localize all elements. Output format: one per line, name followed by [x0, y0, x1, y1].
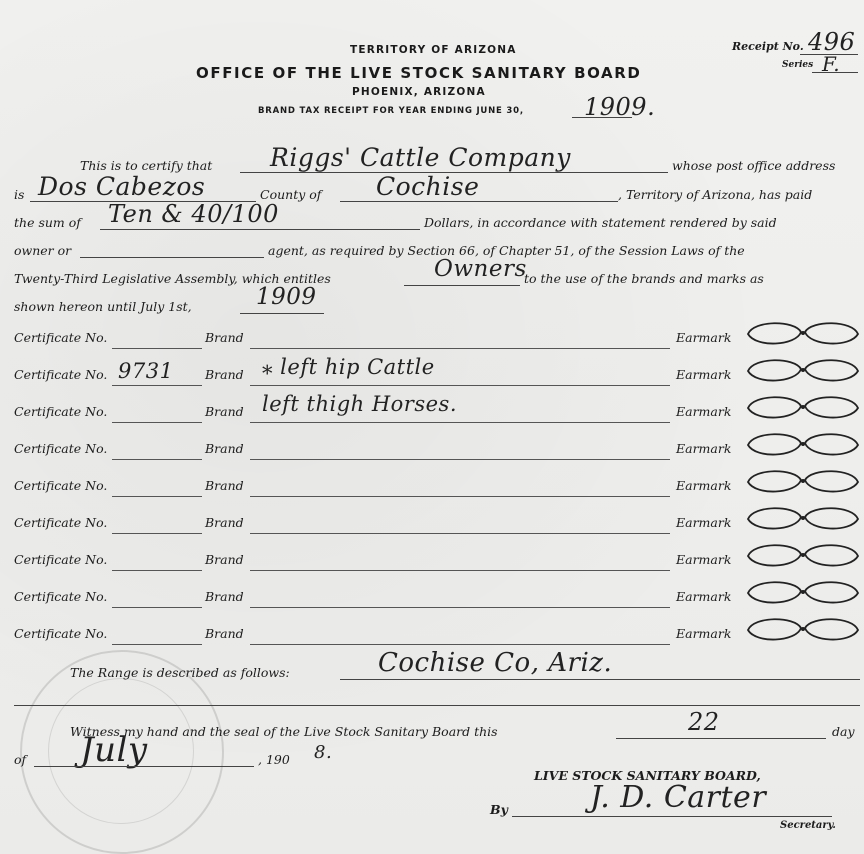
earmark-label: Earmark [676, 330, 732, 345]
owner-label: owner or [14, 243, 72, 258]
brand-description: ⁎ left hip Cattle [262, 355, 435, 379]
earmark-diagram-icon [744, 392, 862, 428]
county-value: Cochise [376, 172, 480, 201]
territory-paid: , Territory of Arizona, has paid [618, 187, 813, 202]
city-heading: PHOENIX, ARIZONA [352, 86, 486, 98]
earmark-label: Earmark [676, 552, 732, 567]
brand-line [250, 496, 670, 497]
day-label: day [832, 724, 855, 739]
range-value: Cochise Co, Ariz. [378, 648, 613, 678]
post-office-value: Dos Cabezos [38, 172, 206, 201]
brand-label: Brand [205, 552, 244, 567]
certificate-label: Certificate No. [14, 367, 108, 382]
earmark-label: Earmark [676, 626, 732, 641]
certificate-row [0, 585, 864, 621]
receipt-caption: BRAND TAX RECEIPT FOR YEAR ENDING JUNE 30, [258, 106, 524, 116]
brand-label: Brand [205, 478, 244, 493]
earmark-diagram-icon [744, 540, 862, 576]
by-label: By [490, 802, 508, 817]
brand-line [250, 533, 670, 534]
use-text: to the use of the brands and marks as [524, 271, 764, 286]
brand-line [250, 570, 670, 571]
territory-heading: TERRITORY OF ARIZONA [350, 44, 517, 56]
county-label: County of [260, 187, 322, 202]
certificate-row [0, 437, 864, 473]
certificate-row [0, 474, 864, 510]
earmark-diagram-icon [744, 429, 862, 465]
range-label: The Range is described as follows: [70, 665, 290, 680]
sum-line [100, 229, 420, 230]
brand-line [250, 385, 670, 386]
certificate-row [0, 511, 864, 547]
certificate-number-line [112, 496, 202, 497]
receipt-year: 1909. [584, 93, 656, 121]
brand-line [250, 607, 670, 608]
entitled-line [404, 285, 520, 286]
certificate-row [0, 392, 864, 436]
series-label: Series [782, 60, 814, 70]
brand-label: Brand [205, 404, 244, 419]
earmark-diagram-icon [744, 318, 862, 354]
witness-day: 22 [688, 708, 720, 736]
until-label: shown hereon until July 1st, [14, 299, 192, 314]
county-line [340, 201, 618, 202]
range-line-1 [340, 679, 860, 680]
until-year-line [240, 313, 324, 314]
certificate-number-line [112, 422, 202, 423]
earmark-label: Earmark [676, 441, 732, 456]
owner-line [80, 257, 264, 258]
earmark-label: Earmark [676, 589, 732, 604]
brand-label: Brand [205, 441, 244, 456]
certificate-label: Certificate No. [14, 330, 108, 345]
board-signature-label: LIVE STOCK SANITARY BOARD, [534, 768, 761, 783]
year-prefix: , 190 [258, 752, 290, 767]
certify-label: This is to certify that [80, 158, 213, 173]
series-line [812, 72, 858, 73]
post-office-label: whose post office address [672, 158, 836, 173]
brand-label: Brand [205, 367, 244, 382]
witness-day-line [616, 738, 826, 739]
sum-value: Ten & 40/100 [108, 200, 279, 228]
until-year: 1909 [256, 284, 317, 310]
brand-line [250, 459, 670, 460]
brand-label: Brand [205, 589, 244, 604]
certificate-number-line [112, 385, 202, 386]
witness-text: Witness my hand and the seal of the Live Stock Sanitary Board this [70, 724, 498, 739]
secretary-title: Secretary. [780, 820, 836, 831]
brand-label: Brand [205, 330, 244, 345]
certificate-number-line [112, 607, 202, 608]
certificate-label: Certificate No. [14, 441, 108, 456]
entitled-value: Owners [434, 256, 527, 282]
certificate-row [0, 548, 864, 584]
year-digit: 8. [314, 742, 333, 763]
certificate-label: Certificate No. [14, 626, 108, 641]
witness-month: July [80, 730, 148, 770]
certificate-number-line [112, 348, 202, 349]
receipt-year-line [572, 117, 632, 118]
is-label: is [14, 187, 25, 202]
earmark-diagram-icon [744, 503, 862, 539]
agent-text: agent, as required by Section 66, of Chapter 51, of the Session Laws of the [268, 243, 745, 258]
brand-line [250, 644, 670, 645]
certificate-number-line [112, 644, 202, 645]
earmark-diagram-icon [744, 614, 862, 650]
company-name: Riggs' Cattle Company [270, 143, 571, 172]
certificate-label: Certificate No. [14, 404, 108, 419]
brand-label: Brand [205, 626, 244, 641]
certificate-label: Certificate No. [14, 589, 108, 604]
signer-name: J. D. Carter [590, 780, 767, 815]
certificate-number-line [112, 570, 202, 571]
signature-line [512, 816, 832, 817]
sum-label: the sum of [14, 215, 81, 230]
witness-month-line [34, 766, 254, 767]
range-line-2 [14, 705, 860, 706]
certificate-number-line [112, 459, 202, 460]
certificate-number: 9731 [118, 359, 174, 383]
certificate-label: Certificate No. [14, 552, 108, 567]
brand-label: Brand [205, 515, 244, 530]
dollars-text: Dollars, in accordance with statement rendered by said [424, 215, 777, 230]
assembly-text: Twenty-Third Legislative Assembly, which entitles [14, 271, 331, 286]
receipt-no-label: Receipt No. [732, 40, 804, 53]
certificate-label: Certificate No. [14, 515, 108, 530]
earmark-diagram-icon [744, 466, 862, 502]
earmark-diagram-icon [744, 577, 862, 613]
certificate-label: Certificate No. [14, 478, 108, 493]
earmark-label: Earmark [676, 478, 732, 493]
of-label: of [14, 752, 27, 767]
brand-line [250, 348, 670, 349]
earmark-label: Earmark [676, 515, 732, 530]
certificate-number-line [112, 533, 202, 534]
series-value: F. [822, 52, 841, 76]
receipt-no: 496 [808, 28, 856, 56]
office-heading: OFFICE OF THE LIVE STOCK SANITARY BOARD [196, 64, 642, 82]
brand-description: left thigh Horses. [262, 392, 458, 416]
brand-line [250, 422, 670, 423]
earmark-label: Earmark [676, 404, 732, 419]
earmark-label: Earmark [676, 367, 732, 382]
earmark-diagram-icon [744, 355, 862, 391]
